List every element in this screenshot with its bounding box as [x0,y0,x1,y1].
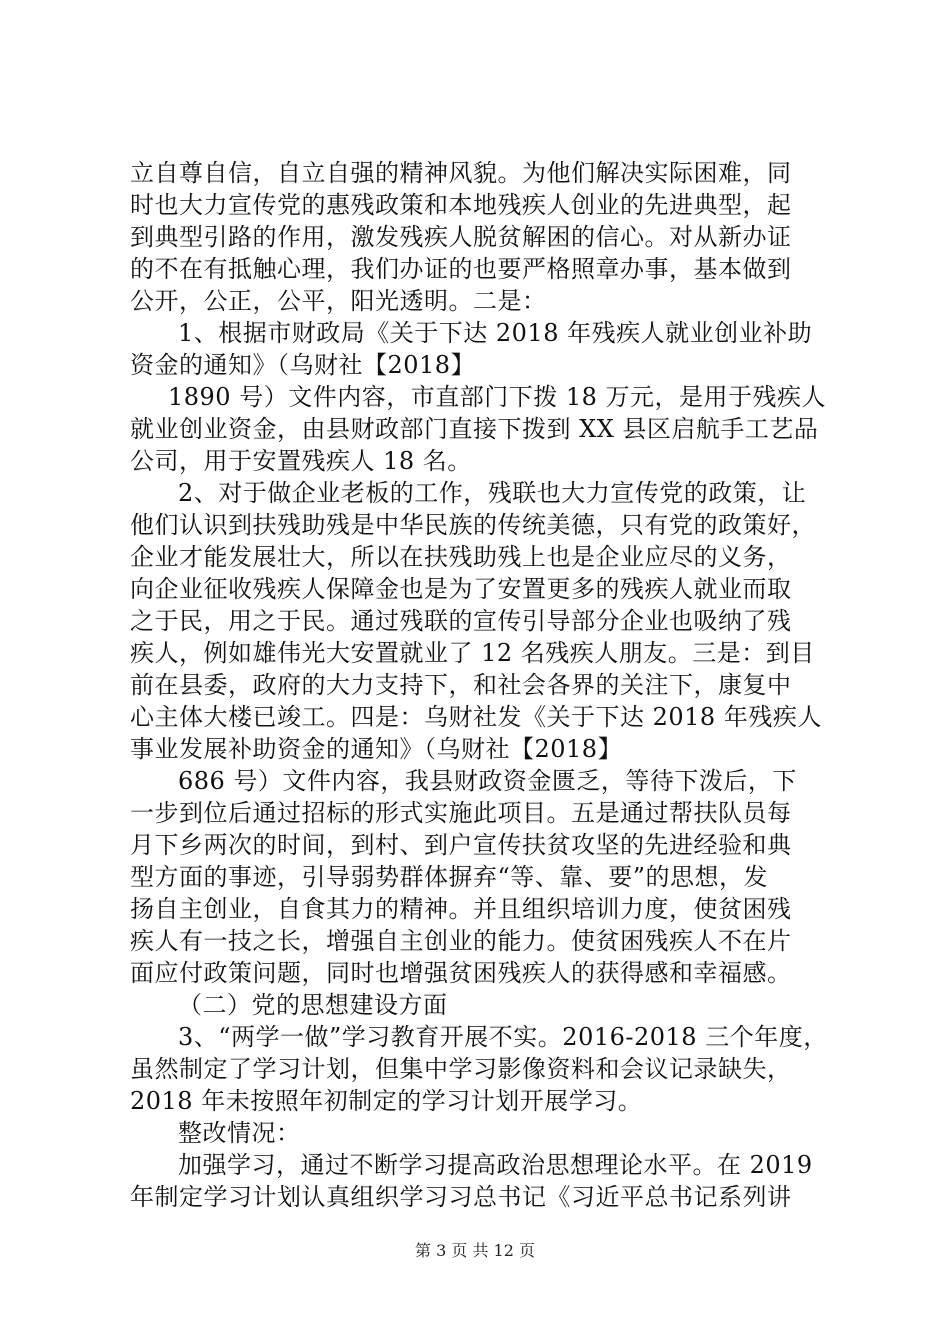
text-line: 资金的通知》（乌财社【2018】 [130,351,476,379]
document-body [130,157,830,1213]
text-line: 的不在有抵触心理，我们办证的也要严格照章办事，基本做到 [130,255,792,283]
text-line: 他们认识到扶残助残是中华民族的传统美德，只有党的政策好， [130,511,816,539]
text-line: 前在县委，政府的大力支持下，和社会各界的关注下，康复中 [130,671,792,699]
text-line: 心主体大楼已竣工。四是：乌财社发《关于下达 2018 年残疾人 [130,703,822,731]
text-line: 时也大力宣传党的惠残政策和本地残疾人创业的先进典型，起 [130,191,792,219]
text-line: 企业才能发展壮大，所以在扶残助残上也是企业应尽的义务， [130,543,792,571]
text-line: 月下乡两次的时间，到村、到户宣传扶贫攻坚的先进经验和典 [130,831,792,859]
text-line: 疾人有一技之长，增强自主创业的能力。使贫困残疾人不在片 [130,927,792,955]
text-line: 1890 号）文件内容，市直部门下拨 18 万元，是用于残疾人 [168,383,827,411]
text-line: 面应付政策问题，同时也增强贫困残疾人的获得感和幸福感。 [130,959,792,987]
page-number: 第 3 页 共 12 页 [415,1241,535,1260]
text-line: 年制定学习计划认真组织学习习总书记《习近平总书记系列讲 [130,1183,792,1211]
text-line: 型方面的事迹，引导弱势群体摒弃“等、靠、要”的思想，发 [130,863,769,891]
text-line: 1、根据市财政局《关于下达 2018 年残疾人就业创业补助 [178,319,813,347]
text-line: 2、对于做企业老板的工作，残联也大力宣传党的政策，让 [178,479,807,507]
text-line: 3、“两学一做”学习教育开展不实。2016-2018 三个年度， [178,1023,828,1051]
text-line: 加强学习，通过不断学习提高政治思想理论水平。在 2019 [178,1151,813,1179]
text-line: 虽然制定了学习计划，但集中学习影像资料和会议记录缺失， [130,1055,792,1083]
text-line: 整改情况： [178,1119,301,1147]
text-line: 向企业征收残疾人保障金也是为了安置更多的残疾人就业而取 [130,575,792,603]
text-line: 公开，公正，公平，阳光透明。二是： [130,287,547,315]
text-line: 到典型引路的作用，激发残疾人脱贫解困的信心。对从新办证 [130,223,792,251]
text-line: 686 号）文件内容，我县财政资金匮乏，等待下泼后，下 [178,767,797,795]
page-footer [0,1240,950,1262]
text-line: 事业发展补助资金的通知》（乌财社【2018】 [130,735,623,763]
text-line: 一步到位后通过招标的形式实施此项目。五是通过帮扶队员每 [130,799,792,827]
text-line: 扬自主创业，自食其力的精神。并且组织培训力度，使贫困残 [130,895,792,923]
text-line: 就业创业资金，由县财政部门直接下拨到 XX 县区启航手工艺品 [130,415,819,443]
text-line: 2018 年未按照年初制定的学习计划开展学习。 [130,1087,643,1115]
text-line: 公司，用于安置残疾人 18 名。 [130,447,472,475]
text-line: 立自尊自信，自立自强的精神风貌。为他们解决实际困难，同 [130,159,792,187]
text-line: 疾人，例如雄伟光大安置就业了 12 名残疾人朋友。三是：到目 [130,639,815,667]
text-line: 之于民，用之于民。通过残联的宣传引导部分企业也吸纳了残 [130,607,792,635]
section-heading: （二）党的思想建设方面 [178,991,448,1019]
